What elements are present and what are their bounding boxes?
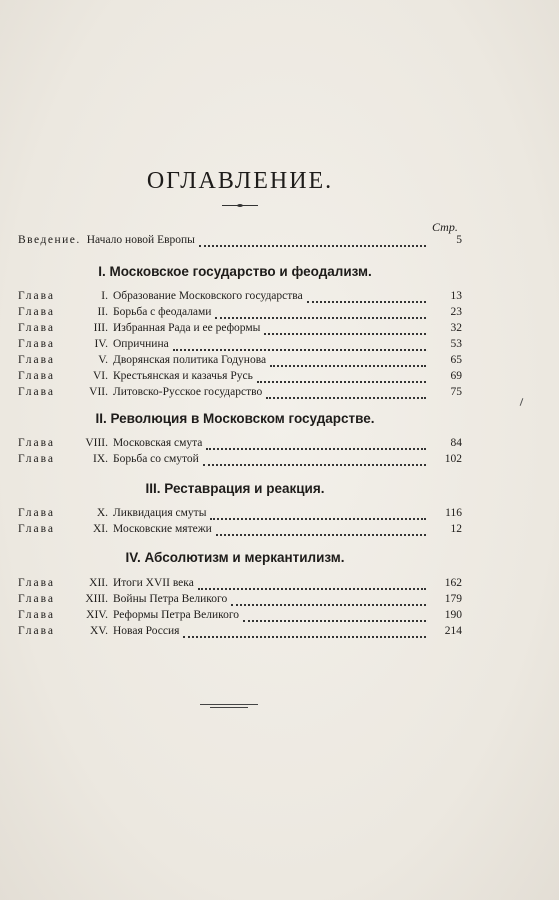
toc-row — [18, 507, 462, 523]
chapter-number: XIV. — [86, 609, 108, 621]
leader-dots — [210, 517, 426, 520]
section-heading: II. Революция в Московском государстве. — [95, 411, 375, 426]
toc-row — [18, 322, 462, 338]
toc-row — [18, 577, 462, 593]
leader-dots — [257, 380, 426, 383]
leader-dots — [264, 332, 426, 335]
closing-rule — [210, 707, 248, 708]
toc-row — [18, 437, 462, 453]
chapter-number: IV. — [94, 338, 108, 350]
toc-row — [18, 609, 462, 625]
intro-lead: Введение. — [18, 234, 81, 246]
leader-dots — [243, 619, 426, 622]
toc-row — [18, 290, 462, 306]
chapter-word: Глава — [18, 523, 56, 535]
chapter-number: XV. — [89, 625, 108, 637]
chapter-title: Ликвидация смуты — [113, 507, 207, 519]
chapter-number: VIII. — [85, 437, 108, 449]
chapter-page: 75 — [450, 386, 462, 398]
chapter-word: Глава — [18, 609, 56, 621]
intro-row — [18, 234, 462, 250]
chapter-word: Глава — [18, 354, 56, 366]
chapter-title: Итоги XVII века — [113, 577, 194, 589]
toc-row — [18, 306, 462, 322]
chapter-word: Глава — [18, 577, 56, 589]
chapter-number: XIII. — [85, 593, 108, 605]
section-heading: I. Московское государство и феодализм. — [98, 264, 372, 279]
toc-row — [18, 523, 462, 539]
page-column-label: Стр. — [432, 220, 458, 234]
leader-dots — [266, 396, 426, 399]
page-title: ОГЛАВЛЕНИЕ. — [146, 168, 334, 194]
chapter-word: Глава — [18, 437, 56, 449]
section-heading: IV. Абсолютизм и меркантилизм. — [125, 550, 345, 565]
chapter-number: III. — [93, 322, 108, 334]
toc-row — [18, 386, 462, 402]
chapter-page: 23 — [450, 306, 462, 318]
chapter-page: 162 — [444, 577, 462, 589]
leader-dots — [270, 364, 426, 367]
toc-row — [18, 338, 462, 354]
chapter-page: 190 — [444, 609, 462, 621]
chapter-number: IX. — [92, 453, 108, 465]
chapter-title: Войны Петра Великого — [113, 593, 228, 605]
intro-title: Начало новой Европы — [86, 234, 195, 246]
chapter-page: 12 — [450, 523, 462, 535]
chapter-word: Глава — [18, 386, 56, 398]
chapter-number: VII. — [89, 386, 108, 398]
toc-row — [18, 625, 462, 641]
chapter-number: XI. — [92, 523, 108, 535]
chapter-title: Московская смута — [113, 437, 203, 449]
chapter-word: Глава — [18, 322, 56, 334]
chapter-page: 32 — [450, 322, 462, 334]
chapter-title: Московские мятежи — [113, 523, 212, 535]
toc-row — [18, 593, 462, 609]
toc-row — [18, 370, 462, 386]
chapter-word: Глава — [18, 507, 56, 519]
chapter-title: Крестьянская и казачья Русь — [113, 370, 253, 382]
chapter-number: I. — [101, 290, 108, 302]
chapter-number: XII. — [89, 577, 108, 589]
leader-dots — [215, 316, 426, 319]
chapter-page: 53 — [450, 338, 462, 350]
chapter-word: Глава — [18, 370, 56, 382]
chapter-word: Глава — [18, 338, 56, 350]
leader-dots — [216, 533, 426, 536]
chapter-page: 65 — [450, 354, 462, 366]
section-heading: III. Реставрация и реакция. — [145, 481, 325, 496]
chapter-page: 84 — [450, 437, 462, 449]
title-ornament — [222, 205, 258, 207]
chapter-title: Опричнина — [113, 338, 169, 350]
leader-dots — [203, 463, 426, 466]
leader-dots — [206, 447, 426, 450]
toc-row — [18, 354, 462, 370]
toc-row — [18, 453, 462, 469]
chapter-page: 214 — [444, 625, 462, 637]
leader-dots — [307, 300, 426, 303]
chapter-title: Борьба с феодалами — [113, 306, 212, 318]
chapter-page: 179 — [444, 593, 462, 605]
chapter-title: Литовско-Русское государство — [113, 386, 263, 398]
chapter-title: Образование Московского государства — [113, 290, 303, 302]
chapter-title: Борьба со смутой — [113, 453, 199, 465]
margin-mark — [520, 398, 524, 406]
chapter-word: Глава — [18, 453, 56, 465]
chapter-page: 116 — [445, 507, 462, 519]
chapter-page: 102 — [444, 453, 462, 465]
chapter-word: Глава — [18, 625, 56, 637]
leader-dots — [231, 603, 426, 606]
chapter-title: Реформы Петра Великого — [113, 609, 240, 621]
chapter-title: Избранная Рада и ее реформы — [113, 322, 261, 334]
closing-rule — [200, 704, 258, 705]
intro-page: 5 — [456, 234, 462, 246]
chapter-number: VI. — [92, 370, 108, 382]
chapter-page: 69 — [450, 370, 462, 382]
chapter-title: Новая Россия — [113, 625, 180, 637]
chapter-page: 13 — [450, 290, 462, 302]
chapter-word: Глава — [18, 306, 56, 318]
leader-dots — [199, 244, 426, 247]
leader-dots — [183, 635, 426, 638]
leader-dots — [173, 348, 426, 351]
chapter-number: V. — [98, 354, 108, 366]
chapter-word: Глава — [18, 593, 56, 605]
chapter-number: II. — [97, 306, 108, 318]
chapter-word: Глава — [18, 290, 56, 302]
leader-dots — [198, 587, 426, 590]
chapter-title: Дворянская политика Годунова — [113, 354, 267, 366]
chapter-number: X. — [96, 507, 108, 519]
